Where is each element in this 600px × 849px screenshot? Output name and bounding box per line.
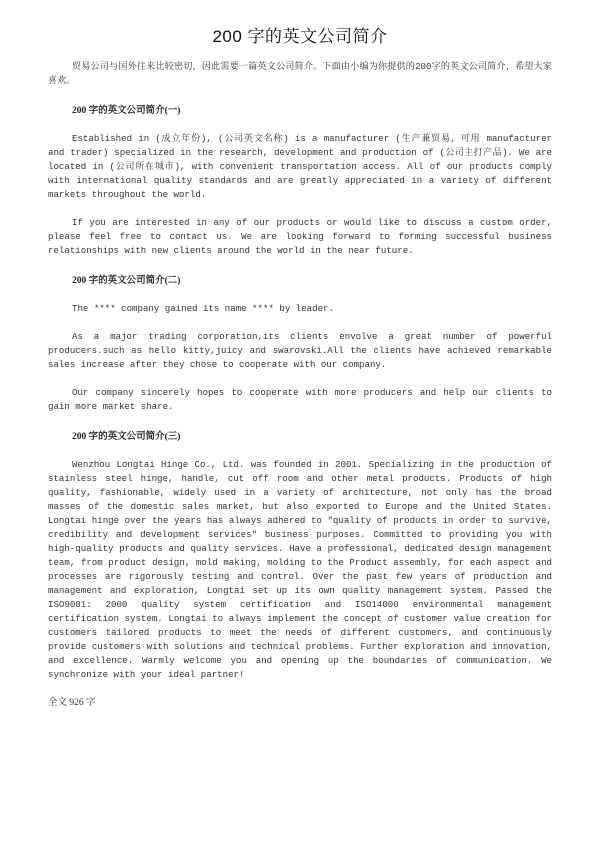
section-3-paragraph-1: Wenzhou Longtai Hinge Co., Ltd. was founded in 2001. Specializing in the production of stainless steel hinge, handle, cut off room and other metal products. Products of high quality, fashionable, widely used in a variety of architecture, not only has the broad masses of the domestic sales market, but also exported to Europe and the United States. Longtai hinge over the years has always adhered to "quality of products in order to survive, credibility and development services" business purposes. Committed to providing you with high-quality products and quality services. Have a professional, dedicated design management team, from product design, mold making, molding to the Product assembly, for each aspect and processes are rigorously testing and control. Over the past few years of production and management and exploration, Longtai set up its own quality management system. Passed the ISO9001: 2000 quality system certification and ISO14000 environmental management certification system. Longtai to always implement the concept of customer value creation for customers tailored products to meet the needs of different customers, and continuously provide customers with solutions and technical problems. Further exploration and innovation, and excellence. Warmly welcome you and opening up the boundaries of communication. We synchronize with your ideal partner! bbox=[48, 459, 552, 680]
section-heading-2: 200 字的英文公司简介(二) bbox=[72, 276, 181, 286]
section-heading-1: 200 字的英文公司简介(一) bbox=[72, 106, 181, 116]
section-heading-3: 200 字的英文公司简介(三) bbox=[72, 432, 181, 442]
section-1-paragraph-1: Established in (成立年份), (公司英文名称) is a manufacturer (生产兼贸易，可用 manufacturer and trader) specialized in the research, development and production of (公司主打产品). We are located in (公司所在城市), with convenient transportation access. All of our products comply with international quality standards and are greatly appreciated in a variety of different markets throughout the world. bbox=[48, 133, 552, 200]
intro-paragraph: 贸易公司与国外往来比较密切，因此需要一篇英文公司简介。下面由小编为你提供的200字的英文公司简介，希望大家喜欢。 bbox=[48, 61, 552, 86]
section-2-paragraph-3: Our company sincerely hopes to cooperate with more producers and help our clients to gain more market share. bbox=[48, 387, 552, 412]
section-1-paragraph-2: If you are interested in any of our products or would like to discuss a custom order, please feel free to contact us. We are looking forward to forming successful business relationships with new clients around the world in the near future. bbox=[48, 217, 552, 256]
section-2-paragraph-1: The **** company gained its name **** by leader. bbox=[72, 303, 334, 314]
word-count: 全文 926 字 bbox=[48, 698, 96, 708]
document-title: 200 字的英文公司简介 bbox=[212, 27, 388, 46]
section-2-paragraph-2: As a major trading corporation,its clients envolve a great number of powerful producers.such as hello kitty,juicy and swarovski.All the clients have achieved remarkable sales increase after they chose to cooperate with our company. bbox=[48, 331, 552, 370]
document-body bbox=[48, 60, 552, 710]
